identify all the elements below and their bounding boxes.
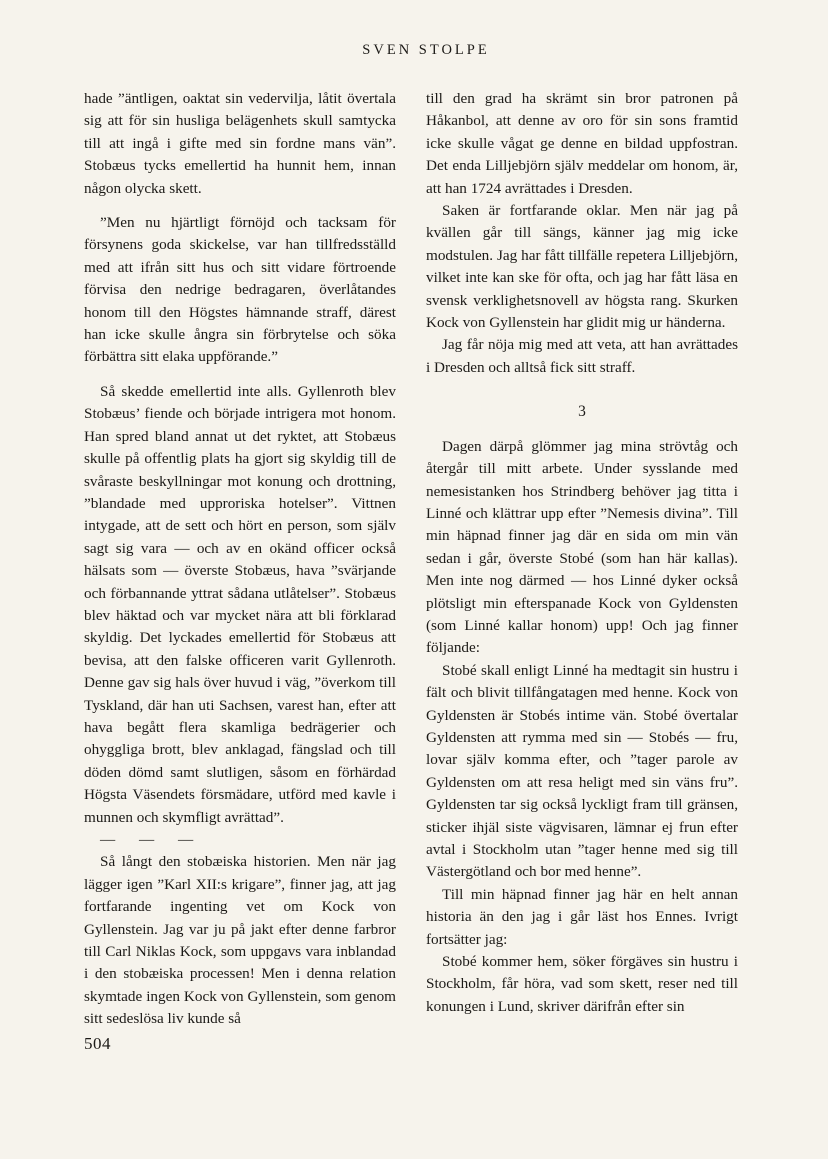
left-column xyxy=(84,88,396,1031)
paragraph: till den grad ha skrämt sin bror patronen på Håkanbol, att denne av oro för sin sons framtid icke skulle vågat ge denne en bildad uppfostran. Det enda Lilljebjörn själv meddelar om honom, är, att han 1724 avrättades i Dresden. xyxy=(426,90,738,197)
right-column xyxy=(426,88,738,1018)
quote-paragraph: ”Men nu hjärtligt förnöjd och tacksam för försynens goda skickelse, var han tillfredsställd med att ifrån sitt hus och sitt vidare förtroende förvisa den nedrige bedragaren, överlåtandes honom till den Högstes hämnande straff, därest han icke skulle ångra sin förbrytelse och söka förbättra sitt elaka uppförande.” xyxy=(84,214,396,366)
section-break-dashes: — — — xyxy=(100,831,204,848)
paragraph: Dagen därpå glömmer jag mina strövtåg och återgår till mitt arbete. Under sysslande med nemesistanken hos Strindberg behöver jag titta i Linné och klättrar upp efter ”Nemesis divina”. Till min häpnad finner jag där en sida om min vän sedan i går, överste Stobé (som han här kallas). Men inte nog därmed — hos Linné dyker också plötsligt min efterspanade Kock von Gyldensten (som Linné kallar honom) upp! Och jag finner följande: xyxy=(426,437,738,657)
paragraph: Så långt den stobæiska historien. Men när jag lägger igen ”Karl XII:s krigare”, finner jag, att jag fortfarande ingenting vet om Kock von Gyllenstein. Jag var ju på jakt efter denne farbror till Carl Niklas Kock, som uppgavs vara inblandad i den stobæiska processen! Men i denna relation skymtade ingen Kock von Gyllenstein, som genom sitt sedeslösa liv kunde så xyxy=(84,853,396,1028)
paragraph: Till min häpnad finner jag här en helt annan historia än den jag i går läst hos Ennes. Ivrigt fortsätter jag: xyxy=(426,885,738,948)
section-number: 3 xyxy=(578,403,586,421)
page-number: 504 xyxy=(84,1034,111,1053)
paragraph: Stobé skall enligt Linné ha medtagit sin hustru i fält och blivit tillfångatagen med henne. Kock von Gyldensten är Stobés intime vän. Stobé övertalar Gyldensten att rymma med sin — Stobés — fru, lovar själv komma efter, och ”tager parole av Gyldensten om att resa heligt med sin väns fru”. Gyldensten tar sig också lyckligt fram till gränsen, sticker ihjäl siste vägvisaren, lämnar ej frun efter avtal i Stockholm utan ”tager henne med sig till Västergötland och bor med henne”. xyxy=(426,661,738,881)
running-header: SVEN STOLPE xyxy=(362,42,490,58)
paragraph: Saken är fortfarande oklar. Men när jag på kvällen går till sängs, känner jag mig icke modstulen. Jag har fått tillfälle repetera Lilljebjörn, vilket inte kan ske för ofta, och jag har fått läsa en svensk verklighetsnovell av högsta rang. Skurken Kock von Gyllenstein har glidit mig ur händerna. xyxy=(426,202,738,332)
paragraph: Stobé kommer hem, söker förgäves sin hustru i Stockholm, får höra, vad som skett, reser ned till konungen i Lund, skriver därifrån efter sin xyxy=(426,953,738,1015)
paragraph: Jag får nöja mig med att veta, att han avrättades i Dresden och alltså fick sitt straff. xyxy=(426,336,738,376)
paragraph: hade ”äntligen, oaktat sin vedervilja, låtit övertala sig att för sin husliga belägenhets skull samtycka till att ingå i gifte med sin fordne mans vän”. Stobæus tycks emellertid ha hunnit hem, innan någon olycka skett. xyxy=(84,90,396,197)
paragraph: Så skedde emellertid inte alls. Gyllenroth blev Stobæus’ fiende och började intrigera mot honom. Han spred bland annat ut det ryktet, att Stobæus skulle på offentlig plats ha gjort sig skyldig till de svåraste beskyllningar mot konung och drottning, ”blandade med upproriska hotelser”. Vittnen intygade, att de sett och hört en person, som själv sagt sig vara — och av en okänd officer också hälsats som — överste Stobæus, hava ”svärjande och förbannande yttrat sådana utlåtelser”. Stobæus blev häktad och var mycket nära att bli förklarad skyldig. Det lyckades emellertid för Stobæus att bevisa, att den falske officeren varit Gyllenroth. Denne gav sig hals över huvud i väg, ”överkom till Tyskland, där han uti Sachsen, varest han, efter att hava begått flera skamliga bedrägerier och ohyggliga brott, blev anklagad, fängslad och till döden dömd samt slutligen, såsom en förhärdad Högsta Väsendets försmädare, utförd med kavle i munnen och skymfligt avrättad”. xyxy=(84,382,396,826)
